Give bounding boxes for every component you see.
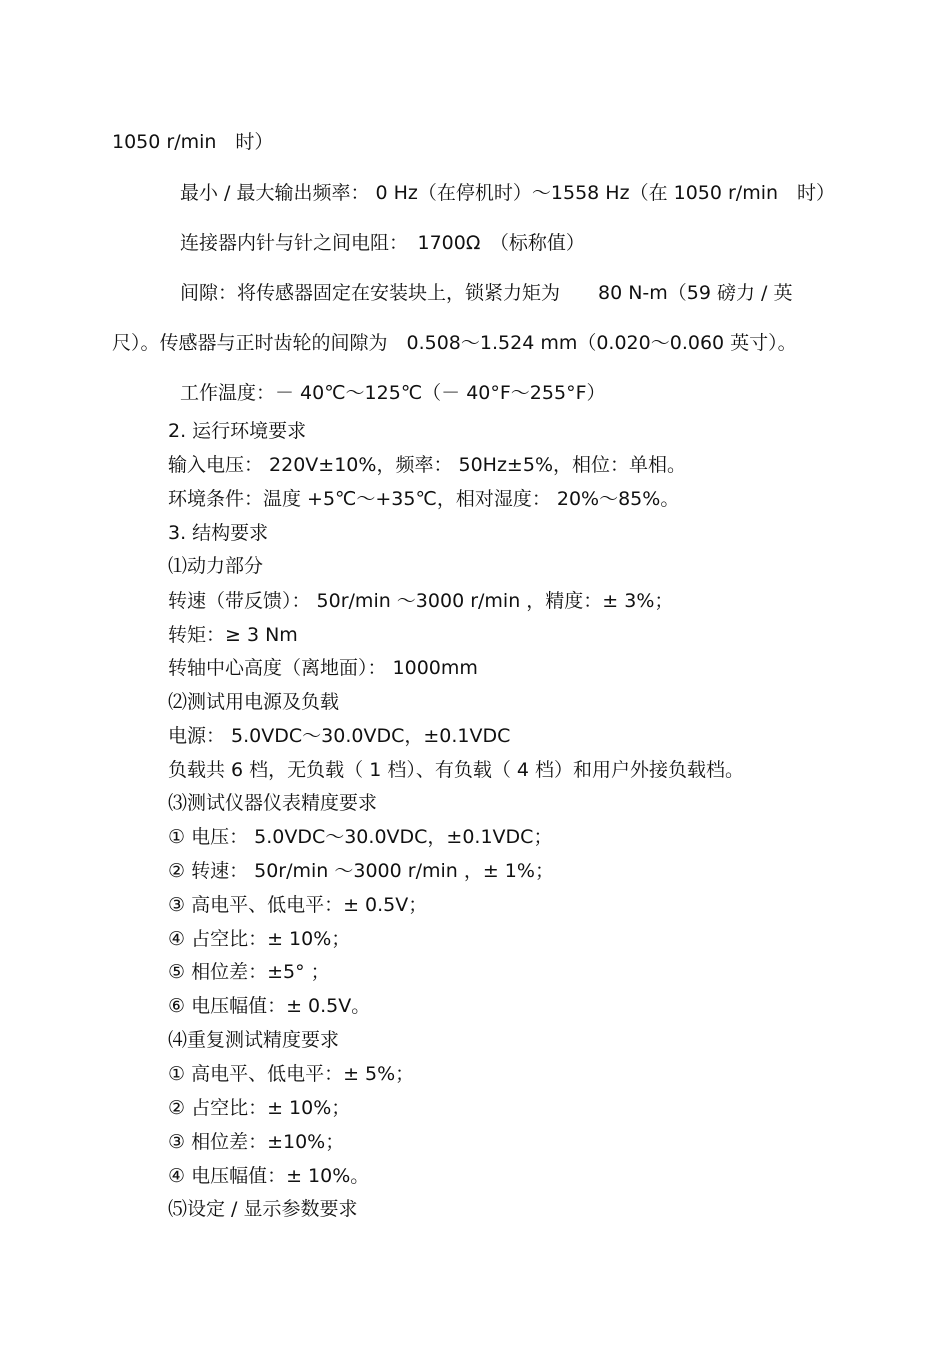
text-line-continuation-speed: 1050 r/min 时） [112, 131, 274, 153]
list-item: ② 转速： 50r/min ～3000 r/min ，± 1%； [168, 860, 554, 882]
subsection-heading-repeat-accuracy: ⑷重复测试精度要求 [168, 1029, 340, 1051]
text-line-power-supply: 电源： 5.0VDC～30.0VDC，±0.1VDC [168, 725, 511, 747]
text-line-shaft-height: 转轴中心高度（离地面）： 1000mm [168, 657, 478, 679]
subsection-heading-instrument-accuracy: ⑶测试仪器仪表精度要求 [168, 792, 378, 814]
subsection-heading-power: ⑴动力部分 [168, 555, 264, 577]
text-line-input-voltage: 输入电压： 220V±10%，频率： 50Hz±5%，相位：单相。 [168, 454, 686, 476]
subsection-heading-power-supply-load: ⑵测试用电源及负载 [168, 691, 340, 713]
subsection-heading-settings-display: ⑸设定 / 显示参数要求 [168, 1198, 358, 1220]
text-line-load-levels: 负载共 6 档，无负载（ 1 档）、有负载（ 4 档）和用户外接负载档。 [168, 759, 745, 781]
list-item: ④ 占空比：± 10%； [168, 928, 351, 950]
list-item: ③ 高电平、低电平：± 0.5V； [168, 894, 428, 916]
text-line-environment-conditions: 环境条件：温度 +5℃～+35℃，相对湿度： 20%～85%。 [168, 488, 680, 510]
section-heading-environment: 2. 运行环境要求 [168, 420, 307, 442]
list-item: ① 高电平、低电平：± 5%； [168, 1063, 415, 1085]
section-heading-structure: 3. 结构要求 [168, 522, 269, 544]
text-line-connector-resistance: 连接器内针与针之间电阻： 1700Ω （标称值） [180, 232, 585, 254]
list-item: ② 占空比：± 10%； [168, 1097, 351, 1119]
text-line-clearance-continued: 尺）。传感器与正时齿轮的间隙为 0.508～1.524 mm（0.020～0.060 英寸）。 [112, 332, 797, 354]
text-line-output-frequency: 最小 / 最大输出频率： 0 Hz（在停机时）～1558 Hz（在 1050 r/min 时） [180, 182, 836, 204]
text-line-operating-temperature: 工作温度：－ 40℃～125℃（－ 40°F～255°F） [180, 382, 606, 404]
list-item: ⑤ 相位差：±5° ； [168, 961, 330, 983]
list-item: ④ 电压幅值：± 10%。 [168, 1165, 370, 1187]
text-line-rotation-speed: 转速（带反馈）： 50r/min ～3000 r/min ，精度：± 3%； [168, 590, 674, 612]
list-item: ① 电压： 5.0VDC～30.0VDC，±0.1VDC； [168, 826, 553, 848]
text-line-torque: 转矩：≥ 3 Nm [168, 624, 298, 646]
list-item: ③ 相位差：±10%； [168, 1131, 345, 1153]
list-item: ⑥ 电压幅值：± 0.5V。 [168, 995, 371, 1017]
text-line-clearance: 间隙：将传感器固定在安装块上，锁紧力矩为 80 N-m（59 磅力 / 英 [180, 282, 793, 304]
